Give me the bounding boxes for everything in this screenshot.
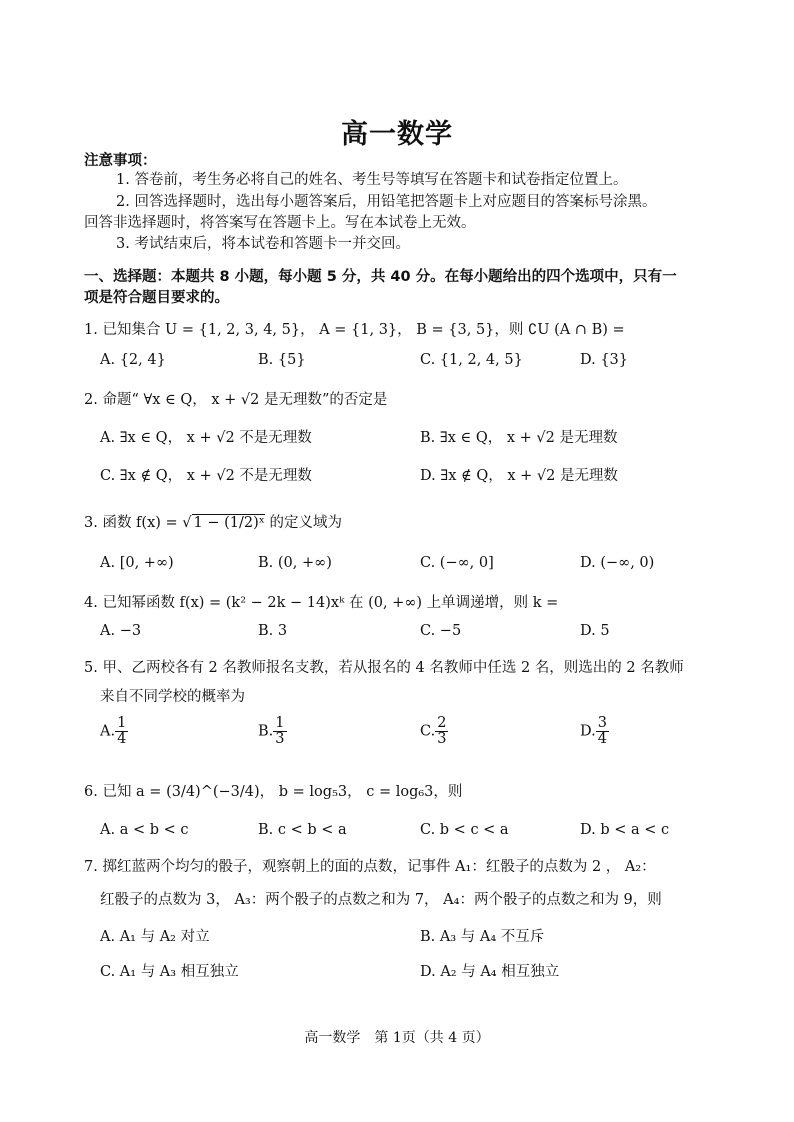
- q3-stem-expression: 1 − (1/2)ˣ: [193, 515, 265, 531]
- q2-option-c[interactable]: C. ∃x ∉ Q， x + √2 不是无理数: [100, 468, 312, 484]
- sqrt-sign: √: [182, 515, 192, 531]
- note-2-cont: 回答非选择题时，将答案写在答题卡上。写在本试卷上无效。: [84, 215, 476, 231]
- q5-option-d[interactable]: [580, 716, 609, 747]
- note-3: 3. 考试结束后，将本试卷和答题卡一并交回。: [116, 236, 410, 252]
- note-2: 2. 回答选择题时，选出每小题答案后，用铅笔把答题卡上对应题目的答案标号涂黑。: [116, 194, 657, 210]
- question-7-stem: 7. 掷红蓝两个均匀的骰子，观察朝上的面的点数，记事件 A₁：红骰子的点数为 2 ， A₂：: [84, 859, 656, 875]
- q1-option-c[interactable]: C. {1, 2, 4, 5}: [420, 352, 523, 368]
- denominator: 3: [437, 731, 447, 748]
- question-3-stem: [84, 511, 342, 532]
- q4-option-c[interactable]: C. −5: [420, 623, 462, 639]
- q3-option-b[interactable]: B. (0, +∞): [258, 555, 332, 571]
- question-1-stem: 1. 已知集合 U = {1, 2, 3, 4, 5}， A = {1, 3}， B = {3, 5}，则 ∁U (A ∩ B) =: [84, 322, 625, 338]
- fraction: [273, 716, 286, 747]
- q4-option-a[interactable]: A. −3: [100, 623, 142, 639]
- q5-option-a[interactable]: [100, 716, 128, 747]
- question-5-stem: 5. 甲、乙两校各有 2 名教师报名支教，若从报名的 4 名教师中任选 2 名，则选出的 2 名教师: [84, 660, 684, 676]
- numerator: 2: [437, 715, 447, 731]
- q7-option-d[interactable]: D. A₂ 与 A₄ 相互独立: [420, 964, 560, 980]
- q5-option-a-label: A.: [100, 723, 116, 740]
- q5-option-c-label: C.: [420, 723, 436, 740]
- q3-stem-prefix: 3. 函数 f(x) =: [84, 515, 183, 531]
- section-heading-cont: 项是符合题目要求的。: [84, 290, 229, 306]
- denominator: 4: [597, 731, 607, 748]
- q3-option-a[interactable]: A. [0, +∞): [100, 555, 174, 571]
- q1-option-b[interactable]: B. {5}: [258, 352, 306, 368]
- q5-option-c[interactable]: [420, 716, 448, 747]
- denominator: 3: [275, 731, 285, 748]
- question-4-stem: 4. 已知幂函数 f(x) = (k² − 2k − 14)xᵏ 在 (0, +∞) 上单调递增，则 k =: [84, 595, 559, 611]
- q6-option-d[interactable]: D. b < a < c: [580, 822, 670, 838]
- denominator: 4: [117, 731, 127, 748]
- q5-option-b[interactable]: [258, 716, 287, 747]
- q3-option-d[interactable]: D. (−∞, 0): [580, 555, 655, 571]
- section-heading: 一、选择题：本题共 8 小题，每小题 5 分，共 40 分。在每小题给出的四个选项中，只有一: [84, 269, 677, 285]
- q7-option-a[interactable]: A. A₁ 与 A₂ 对立: [100, 929, 210, 945]
- q5-option-d-label: D.: [580, 723, 596, 740]
- question-6-stem: 6. 已知 a = (3/4)^(−3/4)， b = log₅3， c = log₆3，则: [84, 784, 463, 800]
- note-1: 1. 答卷前，考生务必将自己的姓名、考生号等填写在答题卡和试卷指定位置上。: [116, 172, 628, 188]
- fraction: [596, 716, 609, 747]
- q2-option-b[interactable]: B. ∃x ∈ Q， x + √2 是无理数: [420, 430, 618, 446]
- page-footer: 高一数学 第 1页（共 4 页）: [304, 1030, 490, 1046]
- question-5-stem-cont: 来自不同学校的概率为: [100, 689, 245, 705]
- q3-stem-suffix: 的定义域为: [264, 515, 343, 531]
- notes-heading: 注意事项：: [84, 153, 157, 169]
- q6-option-b[interactable]: B. c < b < a: [258, 822, 347, 838]
- q3-option-c[interactable]: C. (−∞, 0]: [420, 555, 494, 571]
- question-2-stem: 2. 命题“ ∀x ∈ Q， x + √2 是无理数”的否定是: [84, 392, 388, 408]
- q4-option-d[interactable]: D. 5: [580, 623, 610, 639]
- page-title: 高一数学: [341, 119, 453, 150]
- q6-option-c[interactable]: C. b < c < a: [420, 822, 509, 838]
- question-7-stem-cont: 红骰子的点数为 3， A₃：两个骰子的点数之和为 7， A₄：两个骰子的点数之和为 9，则: [100, 892, 662, 908]
- q6-option-a[interactable]: A. a < b < c: [100, 822, 189, 838]
- numerator: 3: [597, 715, 607, 731]
- fraction: [435, 716, 448, 747]
- numerator: 1: [275, 715, 285, 731]
- numerator: 1: [117, 715, 127, 731]
- q5-option-b-label: B.: [258, 723, 274, 740]
- q7-option-b[interactable]: B. A₃ 与 A₄ 不互斥: [420, 929, 545, 945]
- q1-option-d[interactable]: D. {3}: [580, 352, 629, 368]
- q7-option-c[interactable]: C. A₁ 与 A₃ 相互独立: [100, 964, 239, 980]
- q2-option-a[interactable]: A. ∃x ∈ Q， x + √2 不是无理数: [100, 430, 312, 446]
- q2-option-d[interactable]: D. ∃x ∉ Q， x + √2 是无理数: [420, 468, 618, 484]
- fraction: [115, 716, 128, 747]
- q1-option-a[interactable]: A. {2, 4}: [100, 352, 166, 368]
- q4-option-b[interactable]: B. 3: [258, 623, 288, 639]
